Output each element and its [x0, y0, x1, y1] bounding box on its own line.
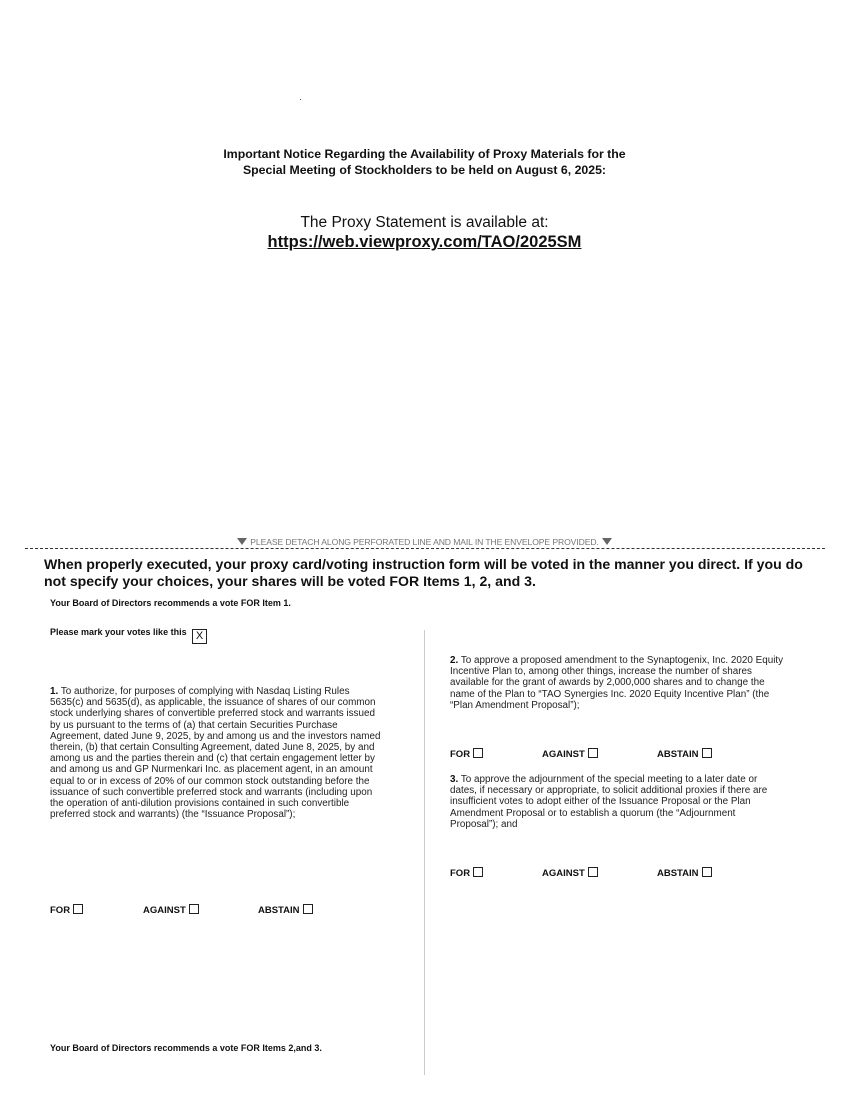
- proxy-statement-availability: The Proxy Statement is available at:: [300, 214, 549, 231]
- column-divider: [424, 630, 425, 1075]
- vote-options-item-3: [450, 867, 810, 881]
- checkbox-for[interactable]: [73, 904, 83, 914]
- checkbox-for[interactable]: [473, 748, 483, 758]
- checkbox-abstain[interactable]: [303, 904, 313, 914]
- triangle-down-icon: [602, 538, 612, 545]
- proxy-statement-link[interactable]: https://web.viewproxy.com/TAO/2025SM: [267, 233, 582, 251]
- proposal-text: To approve a proposed amendment to the Synaptogenix, Inc. 2020 Equity Incentive Plan to, among other things, increase the number of shares available for the grant of awards by 2,000,000 shares and to change the name of the Plan to “TAO Synergies Inc. 2020 Equity Incentive Plan” (the “Plan Amendment Proposal”);: [450, 655, 784, 711]
- vote-against-item-3[interactable]: AGAINST: [542, 867, 598, 879]
- marked-checkbox-example: X: [192, 629, 207, 644]
- proposal-number: 2.: [450, 655, 459, 666]
- proposal-text: To authorize, for purposes of complying with Nasdaq Listing Rules 5635(c) and 5635(d), as applicable, the issuance of shares of our common stock underlying shares of convertible preferred stock and warrants issued by us pursuant to the terms of (a) that certain Securities Purchase Agreement, dated June 9, 2025, by and among us and the investors named therein, (b) that certain Consulting Agreement, dated June 8, 2025, by and among us and the parties therein and (c) that certain engagement letter by and among us and GP Nurmenkari Inc. as placement agent, in an amount equal to or in excess of 20% of our common stock outstanding before the issuance of such convertible preferred stock and warrants (including upon the operation of anti-dilution provisions contained in such convertible preferred stock and warrants) (the “Issuance Proposal”);: [50, 686, 381, 821]
- detach-text: PLEASE DETACH ALONG PERFORATED LINE AND MAIL IN THE ENVELOPE PROVIDED.: [250, 537, 599, 547]
- vote-against-item-1[interactable]: AGAINST: [143, 904, 199, 916]
- vote-for-item-1[interactable]: FOR: [50, 904, 83, 916]
- checkbox-against[interactable]: [189, 904, 199, 914]
- board-recommendation-items-2-3: Your Board of Directors recommends a vote FOR Items 2,and 3.: [50, 1043, 322, 1053]
- proposal-item-1: [50, 686, 382, 820]
- vote-options-item-2: [450, 748, 810, 762]
- proposal-number: 3.: [450, 774, 459, 785]
- mark-example-label: Please mark your votes like this: [50, 627, 187, 637]
- proposal-number: 1.: [50, 686, 59, 697]
- proposal-item-3: [450, 774, 772, 830]
- checkbox-against[interactable]: [588, 867, 598, 877]
- checkbox-abstain[interactable]: [702, 867, 712, 877]
- notice-line-1: Important Notice Regarding the Availability of Proxy Materials for the: [223, 147, 626, 161]
- vote-abstain-item-2[interactable]: ABSTAIN: [657, 748, 712, 760]
- vote-abstain-item-3[interactable]: ABSTAIN: [657, 867, 712, 879]
- vote-abstain-item-1[interactable]: ABSTAIN: [258, 904, 313, 916]
- vote-for-item-3[interactable]: FOR: [450, 867, 483, 879]
- perforated-line: [25, 548, 825, 549]
- proposal-item-2: [450, 655, 785, 711]
- checkbox-against[interactable]: [588, 748, 598, 758]
- voting-instruction: When properly executed, your proxy card/voting instruction form will be voted in the manner you direct. If you do not specify your choices, your shares will be voted FOR Items 1, 2, and 3.: [44, 556, 803, 589]
- vote-options-item-1: [50, 904, 410, 918]
- board-recommendation-item-1: Your Board of Directors recommends a vote FOR Item 1.: [50, 598, 291, 608]
- notice-line-2: Special Meeting of Stockholders to be held on August 6, 2025:: [242, 163, 607, 177]
- detach-instruction: [0, 537, 849, 547]
- vote-for-item-2[interactable]: FOR: [450, 748, 483, 760]
- proxy-availability-notice: [0, 146, 849, 178]
- mark-votes-example: [50, 627, 207, 644]
- vote-against-item-2[interactable]: AGAINST: [542, 748, 598, 760]
- checkbox-abstain[interactable]: [702, 748, 712, 758]
- triangle-down-icon: [237, 538, 247, 545]
- page-speck: [300, 99, 301, 100]
- checkbox-for[interactable]: [473, 867, 483, 877]
- proposal-text: To approve the adjournment of the special meeting to a later date or dates, if necessary or appropriate, to solicit additional proxies if there are insufficient votes to adopt either of the Issuance Proposal or the Plan Amendment Proposal or to establish a quorum (the “Adjournment Proposal”); and: [450, 774, 768, 830]
